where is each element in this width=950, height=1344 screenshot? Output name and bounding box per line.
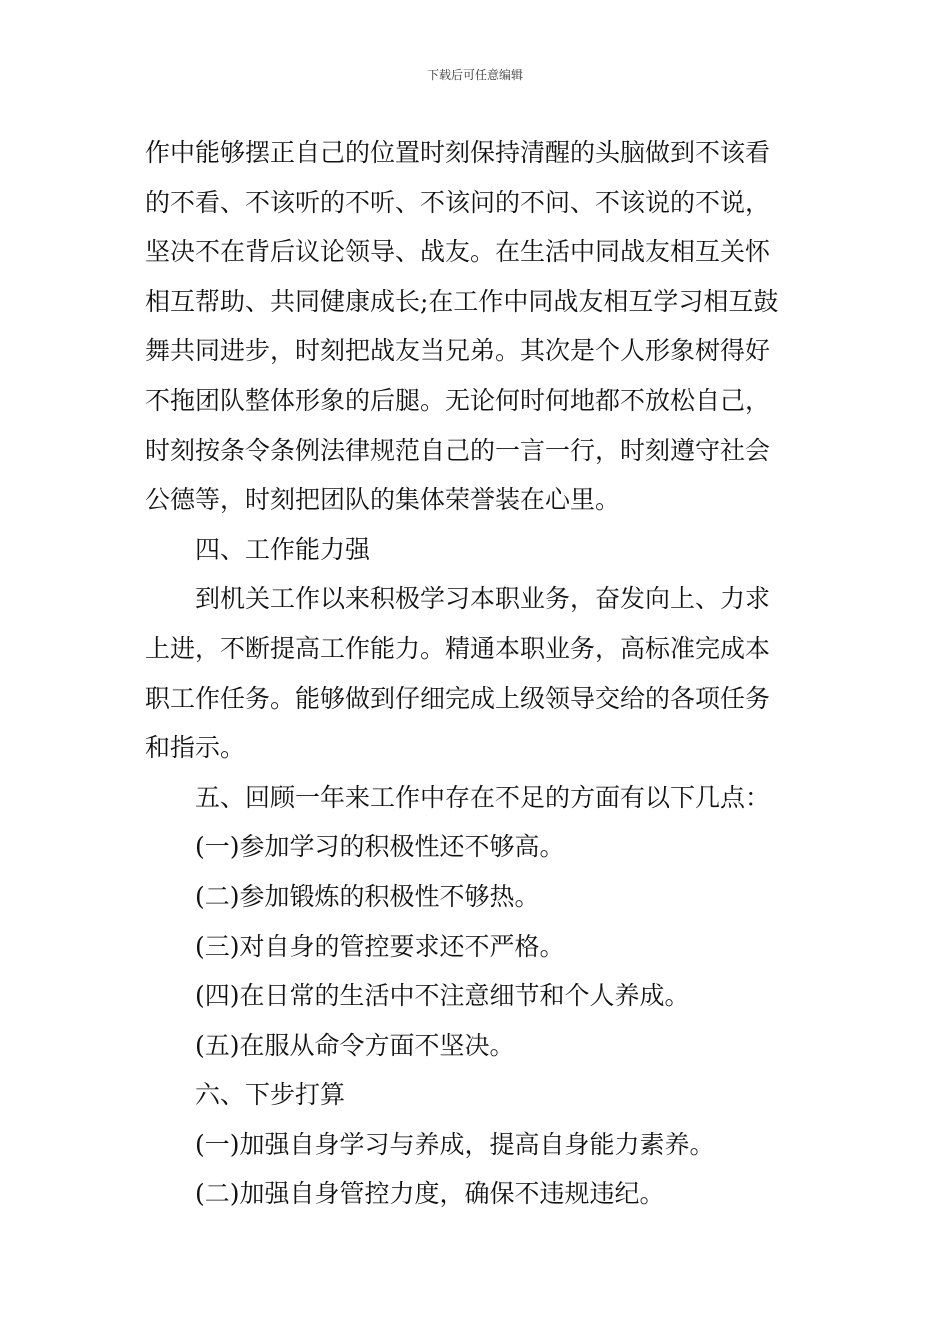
text-line: 五、回顾一年来工作中存在不足的方面有以下几点： bbox=[195, 782, 771, 812]
text-line: (二)参加锻炼的积极性不够热。 bbox=[195, 881, 540, 911]
text-line: 的不看、不该听的不听、不该问的不问、不该说的不说， bbox=[145, 187, 771, 217]
text-line: (一)参加学习的积极性还不够高。 bbox=[195, 832, 565, 862]
text-line: (五)在服从命令方面不坚决。 bbox=[195, 1030, 515, 1060]
page-header: 下载后可任意编辑 bbox=[426, 68, 523, 82]
text-line: 到机关工作以来积极学习本职业务，奋发向上、力求 bbox=[195, 584, 771, 614]
text-line: 舞共同进步，时刻把战友当兄弟。其次是个人形象树得好 bbox=[145, 336, 771, 366]
text-line: 相互帮助、共同健康成长;在工作中同战友相互学习相互鼓 bbox=[145, 286, 779, 316]
text-line: 和指示。 bbox=[145, 733, 246, 763]
text-line: 职工作任务。能够做到仔细完成上级领导交给的各项任务 bbox=[145, 683, 771, 713]
text-line: 不拖团队整体形象的后腿。无论何时何地都不放松自己， bbox=[145, 385, 771, 415]
text-line: 时刻按条令条例法律规范自己的一言一行，时刻遵守社会 bbox=[145, 435, 771, 465]
text-line: 坚决不在背后议论领导、战友。在生活中同战友相互关怀 bbox=[145, 237, 771, 267]
text-line: (三)对自身的管控要求还不严格。 bbox=[195, 931, 565, 961]
text-line: (一)加强自身学习与养成，提高自身能力素养。 bbox=[195, 1129, 715, 1159]
document-body bbox=[145, 128, 810, 1219]
text-line: (四)在日常的生活中不注意细节和个人养成。 bbox=[195, 981, 690, 1011]
text-line: 四、工作能力强 bbox=[195, 534, 371, 564]
text-line: (二)加强自身管控力度，确保不违规违纪。 bbox=[195, 1179, 665, 1209]
text-line: 上进，不断提高工作能力。精通本职业务，高标准完成本 bbox=[145, 633, 771, 663]
text-line: 作中能够摆正自己的位置时刻保持清醒的头脑做到不该看 bbox=[145, 138, 771, 167]
text-line: 公德等，时刻把团队的集体荣誉装在心里。 bbox=[145, 485, 621, 515]
text-line: 六、下步打算 bbox=[195, 1080, 346, 1110]
